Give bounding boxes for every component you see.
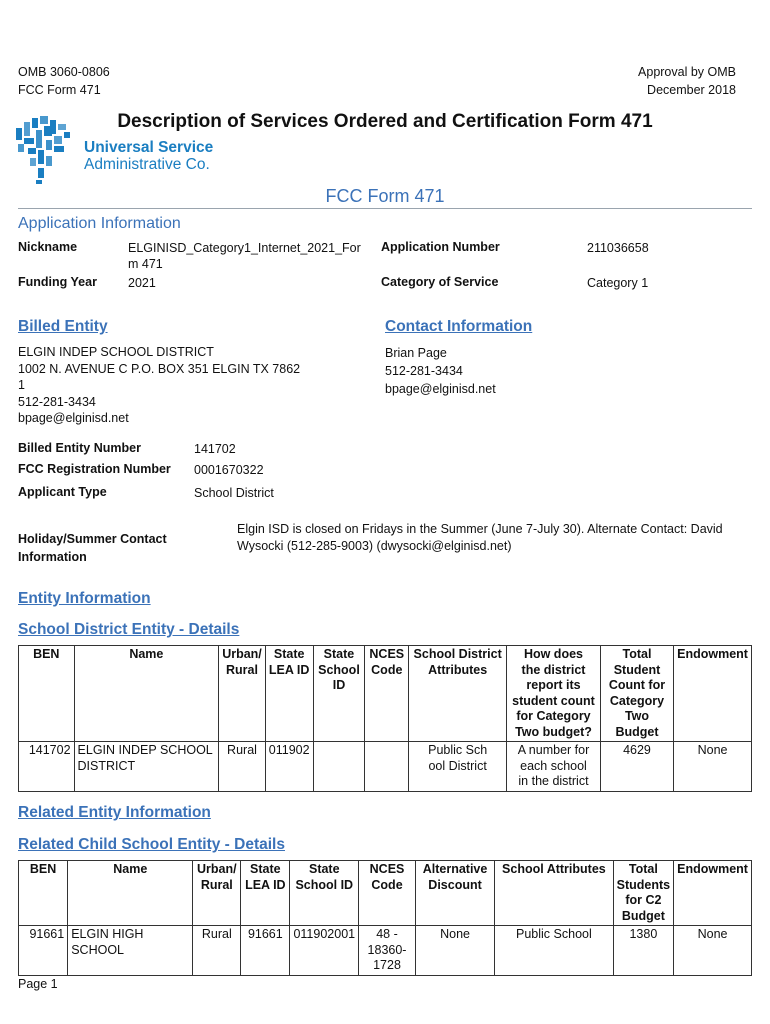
holiday-line-2: Wysocki (512-285-9003) (dwysocki@elginisd.net) [237,539,512,553]
nickname-line-1: ELGINISD_Category1_Internet_2021_For [128,241,361,255]
school-district-details-heading: School District Entity - Details [18,621,240,638]
billed-entity-address [18,344,300,427]
holiday-contact-value [237,521,723,555]
school-district-table [18,645,752,792]
cell-student-count-method: A number for each school in the district [507,742,601,792]
col-state-school-id: State School ID [313,646,365,742]
col-school-attributes: School Attributes [495,861,614,926]
table-header-row [19,646,752,742]
col-urban-rural: Urban/ Rural [193,861,241,926]
omb-approval: Approval by OMB [638,65,736,79]
col-total-student-count: Total Student Count for Category Two Budget [600,646,673,742]
omb-number: OMB 3060-0806 [18,65,110,79]
col-district-attributes: School District Attributes [409,646,507,742]
applicant-type-label: Applicant Type [18,485,107,499]
contact-info-heading: Contact Information [385,318,533,335]
col-state-lea-id: State LEA ID [265,646,313,742]
cell-endowment: None [674,926,752,976]
page-title: Description of Services Ordered and Certification Form 471 [117,111,653,132]
col-ben: BEN [19,646,75,742]
col-student-count-method: How does the district report its student count for Category Two budget? [507,646,601,742]
fcc-registration-value: 0001670322 [194,463,264,477]
form-date: December 2018 [647,83,736,97]
billed-address-line-2: 1 [18,378,25,392]
cell-name: ELGIN HIGH SCHOOL [68,926,193,976]
cell-state-school-id: 011902001 [290,926,359,976]
cell-urban-rural: Rural [219,742,266,792]
category-value: Category 1 [587,276,649,290]
table-header-row [19,861,752,926]
category-label: Category of Service [381,275,499,289]
billed-address-line-1: 1002 N. AVENUE C P.O. BOX 351 ELGIN TX 7862 [18,361,301,376]
cell-total-student-count: 4629 [600,742,673,792]
funding-year-value: 2021 [128,276,156,290]
usac-logo-text [84,139,213,173]
billed-email: bpage@elginisd.net [18,411,129,425]
cell-total-students: 1380 [613,926,673,976]
col-nces-code: NCES Code [359,861,416,926]
cell-endowment: None [674,742,752,792]
col-name: Name [74,646,219,742]
col-endowment: Endowment [674,861,752,926]
cell-nces-code [365,742,409,792]
cell-ben: 91661 [19,926,68,976]
fcc-registration-label: FCC Registration Number [18,462,171,476]
applicant-type-value: School District [194,486,274,500]
application-number-value: 211036658 [587,241,649,255]
cell-state-lea-id: 91661 [241,926,290,976]
form-title: FCC Form 471 [325,186,445,206]
application-number-label: Application Number [381,240,500,254]
table-row [19,742,752,792]
ben-label: Billed Entity Number [18,441,141,455]
col-name: Name [68,861,193,926]
logo-line-1: Universal Service [84,139,214,156]
application-info-heading: Application Information [18,215,181,232]
logo-line-2: Administrative Co. [84,156,210,173]
page-number: Page 1 [18,977,58,991]
related-child-table [18,860,752,976]
holiday-label-line-1: Holiday/Summer Contact [18,532,167,546]
col-state-school-id: State School ID [290,861,359,926]
col-total-students: Total Students for C2 Budget [613,861,673,926]
billed-entity-name: ELGIN INDEP SCHOOL DISTRICT [18,345,214,359]
billed-phone: 512-281-3434 [18,394,96,409]
cell-urban-rural: Rural [193,926,241,976]
cell-alternative-discount: None [415,926,494,976]
form-number: FCC Form 471 [18,83,101,97]
related-child-details-heading: Related Child School Entity - Details [18,836,285,853]
contact-details [385,344,496,398]
cell-school-attributes: Public School [495,926,614,976]
cell-name: ELGIN INDEP SCHOOL DISTRICT [74,742,219,792]
nickname-line-2: m 471 [128,257,163,271]
col-urban-rural: Urban/ Rural [219,646,266,742]
contact-phone: 512-281-3434 [385,364,463,378]
billed-entity-heading: Billed Entity [18,318,108,335]
cell-district-attributes: Public Sch ool District [409,742,507,792]
ben-value: 141702 [194,442,236,456]
nickname-label: Nickname [18,240,78,254]
cell-state-school-id [313,742,365,792]
holiday-line-1: Elgin ISD is closed on Fridays in the Summer (June 7-July 30). Alternate Contact: David [237,522,723,536]
cell-nces-code: 48 - 18360- 1728 [359,926,416,976]
cell-state-lea-id: 011902 [265,742,313,792]
cell-ben: 141702 [19,742,75,792]
funding-year-label: Funding Year [18,275,97,289]
entity-info-heading: Entity Information [18,590,151,607]
col-state-lea-id: State LEA ID [241,861,290,926]
col-nces-code: NCES Code [365,646,409,742]
col-endowment: Endowment [674,646,752,742]
nickname-value [128,240,361,272]
related-entity-heading: Related Entity Information [18,804,211,821]
holiday-contact-label [18,530,167,566]
table-row [19,926,752,976]
contact-email: bpage@elginisd.net [385,382,496,396]
holiday-label-line-2: Information [18,550,87,564]
col-alternative-discount: Alternative Discount [415,861,494,926]
contact-name: Brian Page [385,346,447,360]
title-divider [18,208,752,209]
usac-logo-icon [16,116,76,184]
col-ben: BEN [19,861,68,926]
